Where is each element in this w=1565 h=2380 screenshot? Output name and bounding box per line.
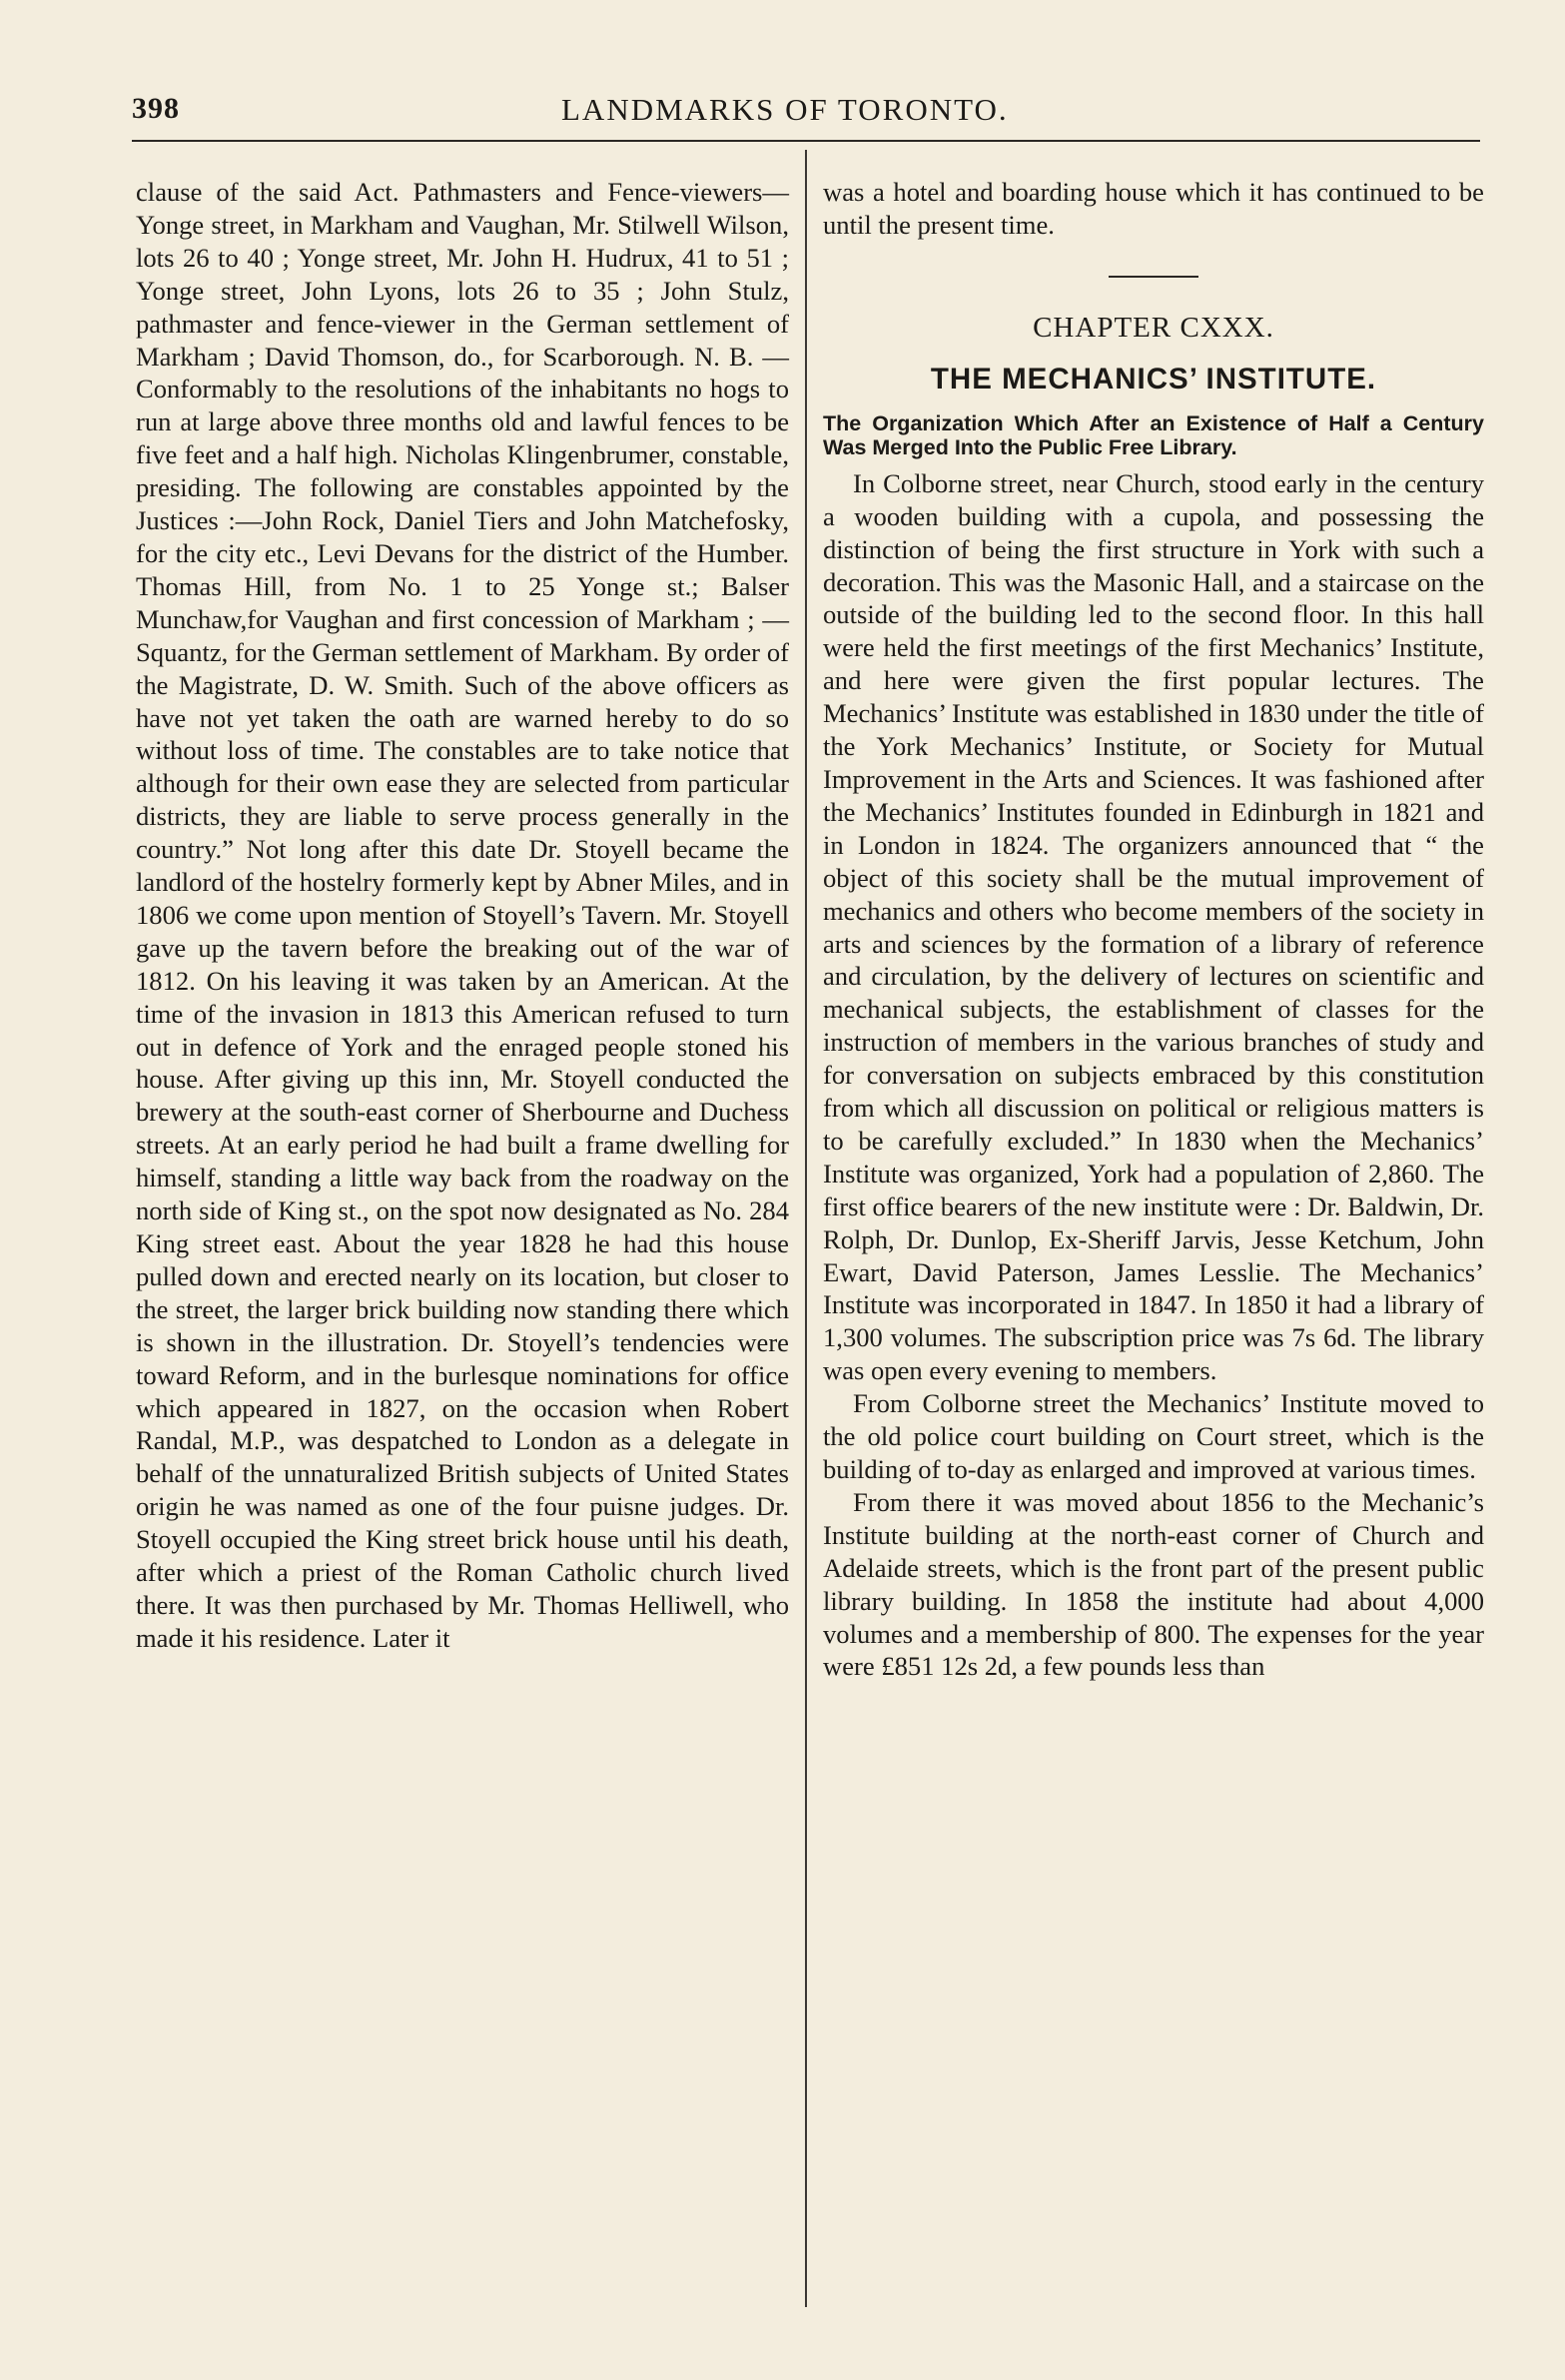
header-rule: [132, 140, 1480, 142]
chapter-subtitle: The Organization Which After an Existence of Half a Century Was Merged Into the Public Free Library.: [823, 410, 1484, 459]
section-rule: [1109, 276, 1198, 278]
chapter-number: CHAPTER CXXX.: [1033, 311, 1274, 344]
chapter-title: THE MECHANICS’ INSTITUTE.: [930, 362, 1377, 396]
right-paragraph-2: From Colborne street the Mechanics’ Institute moved to the old police court building on Court street, which is the building of to-day as enlarged and improved at various times.: [823, 1388, 1484, 1484]
column-divider: [805, 150, 807, 2307]
running-head: [132, 92, 1480, 142]
page-number: 398: [132, 92, 180, 125]
right-paragraph-1: In Colborne street, near Church, stood early in the century a wooden building with a cupola, and possessing the distinction of being the first structure in York with such a decoration. This was the Masonic Hall, and a staircase on the outside of the building led to the second floor. In this hall were held the first meetings of the first Mechanics’ Institute, and here were given the first popular lectures. The Mechanics’ Institute was established in 1830 under the title of the York Mechanics’ Institute, or Society for Mutual Improvement in the Arts and Sciences. It was fashioned after the Mechanics’ Institutes founded in Edinburgh in 1821 and in London in 1824. The organizers announced that “ the object of this society shall be the mutual improvement of mechanics and others who become members of the society in arts and sciences by the formation of a library of reference and circulation, by the delivery of lectures on scientific and mechanical subjects, the establishment of classes for the instruction of members in the various branches of study and for conversation on subjects embraced by this constitution from which all discussion on political or religious matters is to be carefully excluded.” In 1830 when the Mechanics’ Institute was organized, York had a population of 2,860. The first office bearers of the new institute were : Dr. Baldwin, Dr. Rolph, Dr. Dunlop, Ex-Sheriff Jarvis, Jesse Ketchum, John Ewart, David Paterson, James Lesslie. The Mechanics’ Institute was incorporated in 1847. In 1850 it had a library of 1,300 volumes. The subscription price was 7s 6d. The library was open every evening to members.: [823, 467, 1484, 1386]
left-paragraph-1: clause of the said Act. Pathmasters and Fence-viewers—Yonge street, in Markham and Vaughan, Mr. Stilwell Wilson, lots 26 to 40 ; Yonge street, Mr. John H. Hudrux, 41 to 51 ; Yonge street, John Lyons, lots 26 to 35 ; John Stulz, pathmaster and fence-viewer in the German settlement of Markham ; David Thomson, do., for Scarborough. N. B. — Conformably to the resolutions of the inhabitants no hogs to run at large above three months old and lawful fences to be five feet and a half high. Nicholas Klingenbrumer, constable, presiding. The following are constables appointed by the Justices :—John Rock, Daniel Tiers and John Matchefosky, for the city etc., Levi Devans for the district of the Humber. Thomas Hill, from No. 1 to 25 Yonge st.; Balser Munchaw,for Vaughan and first concession of Markham ; — Squantz, for the German settlement of Markham. By order of the Magistrate, D. W. Smith. Such of the above officers as have not yet taken the oath are warned hereby to do so without loss of time. The constables are to take notice that although for their own ease they are selected from particular districts, they are liable to serve process generally in the country.” Not long after this date Dr. Stoyell became the landlord of the hostelry formerly kept by Abner Miles, and in 1806 we come upon mention of Stoyell’s Tavern. Mr. Stoyell gave up the tavern before the breaking out of the war of 1812. On his leaving it was taken by an American. At the time of the invasion in 1813 this American refused to turn out in defence of York and the enraged people stoned his house. After giving up this inn, Mr. Stoyell conducted the brewery at the south-east corner of Sherbourne and Duchess streets. At an early period he had built a frame dwelling for himself, standing a little way back from the roadway on the north side of King st., on the spot now designated as No. 284 King street east. About the year 1828 he had this house pulled down and erected nearly on its location, but closer to the street, the larger brick building now standing there which is shown in the illustration. Dr. Stoyell’s tendencies were toward Reform, and in the burlesque nominations for office which appeared in 1827, on the occasion when Robert Randal, M.P., was despatched to London as a delegate in behalf of the unnaturalized British subjects of United States origin he was named as one of the four puisne judges. Dr. Stoyell occupied the King street brick house until his death, after which a priest of the Roman Catholic church lived there. It was then purchased by Mr. Thomas Helliwell, who made it his residence. Later it: [136, 177, 789, 1653]
right-paragraph-3: From there it was moved about 1856 to the Mechanic’s Institute building at the north-east corner of Church and Adelaide streets, which is the front part of the present public library building. In 1858 the institute had about 4,000 volumes and a membership of 800. The expenses for the year were £851 12s 2d, a few pounds less than: [823, 1486, 1484, 1682]
running-title: LANDMARKS OF TORONTO.: [561, 92, 1009, 127]
left-column: [136, 176, 789, 1655]
right-column: [823, 176, 1484, 1683]
right-continuation-paragraph: was a hotel and boarding house which it has continued to be until the present time.: [823, 177, 1484, 240]
